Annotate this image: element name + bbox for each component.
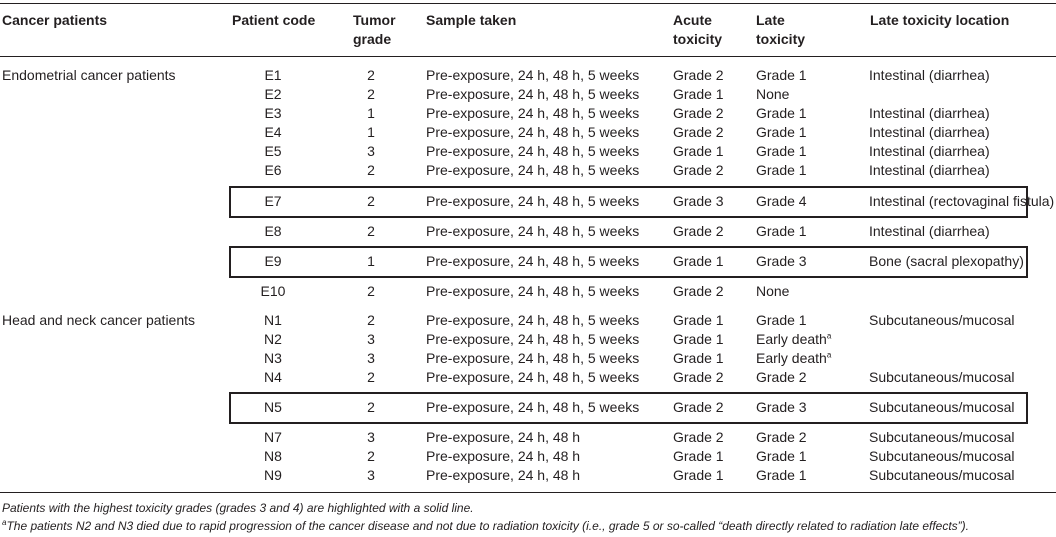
cell-late-toxicity-text: Grade 1: [756, 143, 807, 159]
cell-acute-toxicity: Grade 1: [673, 143, 724, 159]
cell-acute-toxicity: Grade 3: [673, 193, 724, 209]
cell-late-toxicity: [756, 447, 807, 466]
footnote-marker: a: [2, 518, 7, 527]
cell-late-toxicity-location: Intestinal (diarrhea): [869, 143, 990, 159]
cell-sample-taken: Pre-exposure, 24 h, 48 h, 5 weeks: [426, 143, 640, 159]
cell-late-toxicity-text: Grade 1: [756, 312, 807, 328]
cell-patient-code: N4: [264, 369, 282, 385]
cell-late-toxicity-location: Subcutaneous/mucosal: [869, 429, 1015, 445]
cell-late-toxicity: [756, 104, 807, 123]
cell-late-toxicity-text: Grade 1: [756, 124, 807, 140]
cell-acute-toxicity: Grade 2: [673, 429, 724, 445]
cell-sample-taken: Pre-exposure, 24 h, 48 h, 5 weeks: [426, 105, 640, 121]
cell-tumor-grade: 3: [367, 331, 375, 347]
cell-late-toxicity-text: Grade 1: [756, 448, 807, 464]
cell-late-toxicity-location: Intestinal (diarrhea): [869, 223, 990, 239]
cell-tumor-grade: 1: [367, 124, 375, 140]
cell-tumor-grade: 3: [367, 143, 375, 159]
cell-late-toxicity-location: Intestinal (diarrhea): [869, 124, 990, 140]
cell-acute-toxicity: Grade 2: [673, 105, 724, 121]
cell-late-toxicity: [756, 466, 807, 485]
cell-tumor-grade: 3: [367, 429, 375, 445]
cell-late-toxicity-text: Grade 1: [756, 223, 807, 239]
table-top-rule: [0, 3, 1056, 4]
cell-sample-taken: Pre-exposure, 24 h, 48 h, 5 weeks: [426, 124, 640, 140]
cell-tumor-grade: 2: [367, 448, 375, 464]
cell-patient-code: N8: [264, 448, 282, 464]
cell-sample-taken: Pre-exposure, 24 h, 48 h, 5 weeks: [426, 331, 640, 347]
cell-late-toxicity: [756, 161, 807, 180]
header-late-toxicity-line2: toxicity: [756, 31, 806, 47]
table-bottom-rule: [0, 492, 1056, 493]
cell-late-toxicity-location: Subcutaneous/mucosal: [869, 448, 1015, 464]
cell-acute-toxicity: Grade 2: [673, 283, 724, 299]
cell-patient-code: N3: [264, 350, 282, 366]
cell-patient-code: E1: [264, 67, 282, 83]
cell-patient-code: N9: [264, 467, 282, 483]
header-late-toxicity-location: Late toxicity location: [870, 12, 1010, 28]
group-label: Head and neck cancer patients: [2, 312, 196, 328]
cell-late-toxicity: [756, 311, 807, 330]
cell-late-toxicity-text: Grade 1: [756, 467, 807, 483]
cell-late-toxicity-location: Intestinal (diarrhea): [869, 162, 990, 178]
cell-acute-toxicity: Grade 1: [673, 448, 724, 464]
footnote-early-death-text: The patients N2 and N3 died due to rapid progression of the cancer disease and not due to radiation toxicity (i.e., grade 5 or so-called “death directly related to radiation late effects”).: [6, 519, 970, 533]
header-acute-toxicity-line1: Acute: [673, 12, 712, 28]
cell-tumor-grade: 3: [367, 467, 375, 483]
cell-tumor-grade: 2: [367, 399, 375, 415]
cell-late-toxicity-text: Grade 4: [756, 193, 807, 209]
cell-tumor-grade: 1: [367, 105, 375, 121]
cell-late-toxicity-location: Subcutaneous/mucosal: [869, 467, 1015, 483]
cell-sample-taken: Pre-exposure, 24 h, 48 h: [426, 429, 581, 445]
footnote-highlight: Patients with the highest toxicity grades (grades 3 and 4) are highlighted with a solid line.: [2, 501, 474, 515]
cell-sample-taken: Pre-exposure, 24 h, 48 h, 5 weeks: [426, 223, 640, 239]
cell-acute-toxicity: Grade 2: [673, 162, 724, 178]
cell-late-toxicity: [756, 85, 789, 104]
cell-late-toxicity-text: None: [756, 283, 790, 299]
header-sample-taken: Sample taken: [426, 12, 517, 28]
cell-acute-toxicity: Grade 1: [673, 331, 724, 347]
cell-acute-toxicity: Grade 1: [673, 350, 724, 366]
cell-patient-code: E6: [264, 162, 282, 178]
cell-sample-taken: Pre-exposure, 24 h, 48 h, 5 weeks: [426, 86, 640, 102]
cell-late-toxicity-text: Grade 3: [756, 253, 807, 269]
header-late-toxicity-line1: Late: [756, 12, 785, 28]
cell-late-toxicity: [756, 368, 807, 387]
cell-late-toxicity-text: Early death: [756, 350, 827, 366]
cell-sample-taken: Pre-exposure, 24 h, 48 h, 5 weeks: [426, 350, 640, 366]
cell-late-toxicity-text: None: [756, 86, 790, 102]
cell-sample-taken: Pre-exposure, 24 h, 48 h: [426, 467, 581, 483]
cell-sample-taken: Pre-exposure, 24 h, 48 h, 5 weeks: [426, 399, 640, 415]
cell-late-toxicity-text: Grade 1: [756, 67, 807, 83]
cell-tumor-grade: 2: [367, 283, 375, 299]
cell-late-toxicity: [756, 398, 807, 417]
cell-sample-taken: Pre-exposure, 24 h, 48 h, 5 weeks: [426, 162, 640, 178]
cell-patient-code: N1: [264, 312, 282, 328]
cell-sample-taken: Pre-exposure, 24 h, 48 h, 5 weeks: [426, 253, 640, 269]
cell-tumor-grade: 2: [367, 312, 375, 328]
header-patient-code: Patient code: [232, 12, 316, 28]
header-acute-toxicity-line2: toxicity: [673, 31, 723, 47]
cell-late-toxicity-location: Bone (sacral plexopathy): [869, 253, 1024, 269]
cell-sample-taken: Pre-exposure, 24 h, 48 h, 5 weeks: [426, 193, 640, 209]
cell-late-toxicity-location: Intestinal (diarrhea): [869, 105, 990, 121]
cell-patient-code: E9: [264, 253, 282, 269]
footnote-marker: a: [826, 331, 832, 341]
cell-patient-code: N2: [264, 331, 282, 347]
cell-late-toxicity-text: Grade 3: [756, 399, 807, 415]
cell-tumor-grade: 2: [367, 223, 375, 239]
cell-tumor-grade: 3: [367, 350, 375, 366]
cell-late-toxicity: [756, 282, 789, 301]
cell-patient-code: E10: [260, 283, 286, 299]
cell-sample-taken: Pre-exposure, 24 h, 48 h: [426, 448, 581, 464]
cell-acute-toxicity: Grade 1: [673, 86, 724, 102]
cell-late-toxicity-location: Intestinal (rectovaginal fistula): [869, 193, 1055, 209]
cell-acute-toxicity: Grade 2: [673, 369, 724, 385]
cell-acute-toxicity: Grade 1: [673, 312, 724, 328]
cell-late-toxicity: [756, 252, 807, 271]
cell-acute-toxicity: Grade 2: [673, 399, 724, 415]
cell-acute-toxicity: Grade 2: [673, 223, 724, 239]
cell-late-toxicity-text: Early death: [756, 331, 827, 347]
cell-late-toxicity: [756, 222, 807, 241]
cell-patient-code: E4: [264, 124, 282, 140]
cell-tumor-grade: 2: [367, 369, 375, 385]
table-header-rule: [0, 56, 1056, 57]
cell-patient-code: E8: [264, 223, 282, 239]
footnote-early-death: [2, 518, 969, 534]
footnote-marker: a: [826, 350, 832, 360]
cell-late-toxicity: [756, 428, 807, 447]
cell-tumor-grade: 2: [367, 162, 375, 178]
cell-tumor-grade: 2: [367, 193, 375, 209]
cell-late-toxicity: [756, 330, 831, 349]
cell-sample-taken: Pre-exposure, 24 h, 48 h, 5 weeks: [426, 312, 640, 328]
cell-patient-code: E3: [264, 105, 282, 121]
cell-late-toxicity: [756, 142, 807, 161]
cell-sample-taken: Pre-exposure, 24 h, 48 h, 5 weeks: [426, 283, 640, 299]
cell-patient-code: E5: [264, 143, 282, 159]
cell-late-toxicity-text: Grade 2: [756, 369, 807, 385]
cell-patient-code: N7: [264, 429, 282, 445]
header-cancer-patients: Cancer patients: [2, 12, 108, 28]
cell-late-toxicity-location: Subcutaneous/mucosal: [869, 399, 1015, 415]
cell-late-toxicity: [756, 349, 831, 368]
cell-tumor-grade: 2: [367, 86, 375, 102]
cell-acute-toxicity: Grade 2: [673, 67, 724, 83]
cell-tumor-grade: 2: [367, 67, 375, 83]
group-label: Endometrial cancer patients: [2, 67, 176, 83]
cell-sample-taken: Pre-exposure, 24 h, 48 h, 5 weeks: [426, 369, 640, 385]
cell-acute-toxicity: Grade 2: [673, 124, 724, 140]
cell-patient-code: E2: [264, 86, 282, 102]
cell-late-toxicity: [756, 123, 807, 142]
header-tumor-grade-line2: grade: [353, 31, 392, 47]
cell-patient-code: N5: [264, 399, 282, 415]
cell-late-toxicity-text: Grade 1: [756, 162, 807, 178]
cell-acute-toxicity: Grade 1: [673, 253, 724, 269]
cell-late-toxicity-text: Grade 1: [756, 105, 807, 121]
header-tumor-grade-line1: Tumor: [353, 12, 396, 28]
cell-tumor-grade: 1: [367, 253, 375, 269]
cell-patient-code: E7: [264, 193, 282, 209]
cell-acute-toxicity: Grade 1: [673, 467, 724, 483]
cell-late-toxicity: [756, 66, 807, 85]
cell-late-toxicity-location: Subcutaneous/mucosal: [869, 369, 1015, 385]
cell-sample-taken: Pre-exposure, 24 h, 48 h, 5 weeks: [426, 67, 640, 83]
cell-late-toxicity-text: Grade 2: [756, 429, 807, 445]
cell-late-toxicity-location: Subcutaneous/mucosal: [869, 312, 1015, 328]
cell-late-toxicity: [756, 192, 807, 211]
cell-late-toxicity-location: Intestinal (diarrhea): [869, 67, 990, 83]
